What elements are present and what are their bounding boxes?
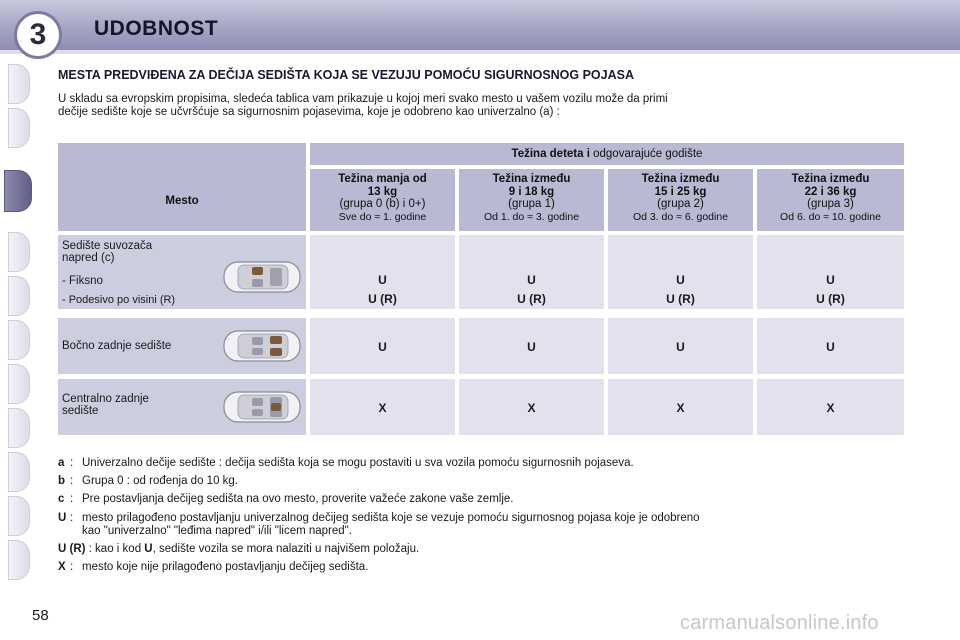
row-label: Bočno zadnje sedište: [62, 340, 172, 352]
chapter-tab-11[interactable]: [8, 540, 30, 580]
cell-value: X: [826, 401, 835, 415]
footnote-sep: :: [70, 493, 74, 505]
col-header-line: Težina između: [492, 173, 571, 185]
footnote-sep: :: [70, 457, 74, 469]
car-seat-diagram-rear-center-icon: [222, 389, 302, 425]
chapter-tabs: [0, 62, 34, 582]
footnote-text: mesto koje nije prilagođeno postavljanju dečijeg sedišta.: [82, 561, 369, 573]
cell-value: U: [527, 340, 536, 354]
footnote-key: U: [58, 512, 67, 524]
footnote-sep: :: [70, 561, 74, 573]
col-header-line: Od 6. do ≈ 10. godine: [780, 210, 881, 223]
footnote-text: Pre postavljanja dečijeg sedišta na ovo mesto, proverite važeće zakone vaše zemlje.: [82, 493, 514, 505]
footnote-key: a: [58, 457, 65, 469]
group-header-cell: [310, 143, 904, 165]
footnote-key: X: [58, 561, 66, 573]
footnote-b: [58, 475, 918, 488]
cell-rear-center-g3: [757, 379, 904, 435]
footnote-text: mesto prilagođeno postavljanju univerzalnog dečijeg sedišta koje se vezuje pomoću sigurnosnog pojasa koje je odobreno: [82, 512, 700, 524]
row-label: Sedište suvozača: [62, 240, 153, 252]
cell-rear-center-g1: [459, 379, 604, 435]
cell-value: U: [826, 273, 835, 287]
row-label: sedište: [62, 405, 99, 417]
column-header-group-3: [757, 169, 904, 231]
footnote-text: , sedište vozila se mora nalaziti u najvišem položaju.: [152, 543, 420, 555]
cell-rear-center-g0: [310, 379, 455, 435]
chapter-tab-10[interactable]: [8, 496, 30, 536]
footnote-sep: :: [70, 512, 74, 524]
chapter-tab-7[interactable]: [8, 364, 30, 404]
chapter-tab-3-active[interactable]: [4, 170, 32, 212]
col-header-line: (grupa 2): [657, 198, 704, 210]
cell-value: U: [378, 273, 387, 287]
car-seat-diagram-front-icon: [222, 259, 302, 295]
watermark: carmanualsonline.info: [680, 612, 879, 634]
footnote-a: [58, 457, 918, 470]
cell-value: X: [676, 401, 685, 415]
column-header-group-2: [608, 169, 753, 231]
child-seat-table: [58, 143, 904, 438]
col-header-line: 9 i 18 kg: [508, 185, 555, 198]
chapter-tab-6[interactable]: [8, 320, 30, 360]
col-header-line: (grupa 0 (b) i 0+): [339, 198, 426, 210]
cell-front-g2: [608, 235, 753, 309]
intro-paragraph: [58, 93, 904, 119]
header-divider: [0, 50, 960, 54]
footnote-u: [58, 512, 918, 537]
footnote-key: b: [58, 475, 66, 487]
cell-rear-side-g0: [310, 318, 455, 374]
footnote-key: U (R): [58, 543, 86, 555]
col-header-line: Sve do ≈ 1. godine: [338, 210, 427, 223]
intro-line-2: dečije sedište koje se učvršćuje sa sigurnosnim pojasevima, koje je odobreno kao univerzalno (a) :: [58, 106, 560, 118]
chapter-number: 3: [29, 18, 47, 51]
chapter-tab-4[interactable]: [8, 232, 30, 272]
chapter-tab-9[interactable]: [8, 452, 30, 492]
row-label: napred (c): [62, 252, 115, 264]
intro-line-1: U skladu sa evropskim propisima, sledeća tablica vam prikazuje u kojoj meri svako mesto u vašem vozilu može da primi: [58, 93, 668, 105]
col-header-line: (grupa 1): [508, 198, 555, 210]
footnote-x: [58, 561, 918, 574]
row-rear-side-label-cell: [58, 318, 306, 374]
page-number: 58: [32, 607, 49, 624]
footnote-text: Grupa 0 : od rođenja do 10 kg.: [82, 475, 238, 487]
footnote-inline-key: U: [144, 543, 153, 555]
group-header-rest: odgovarajuće godište: [593, 148, 703, 160]
col-header-line: Od 3. do ≈ 6. godine: [632, 210, 729, 223]
cell-value: U: [527, 273, 536, 287]
cell-value: U: [676, 273, 685, 287]
row-rear-center-label-cell: [58, 379, 306, 435]
col-header-line: 13 kg: [367, 185, 398, 198]
col-header-line: Težina između: [791, 173, 870, 185]
row-sublabel-fixed: - Fiksno: [62, 275, 103, 287]
footnote-c: [58, 493, 918, 506]
cell-rear-side-g1: [459, 318, 604, 374]
chapter-tab-1[interactable]: [8, 64, 30, 104]
section-title: MESTA PREDVIĐENA ZA DEČIJA SEDIŠTA KOJA SE VEZUJU POMOĆU SIGURNOSNOG POJASA: [58, 68, 635, 82]
col-header-line: Od 1. do ≈ 3. godine: [483, 210, 580, 223]
cell-rear-side-g3: [757, 318, 904, 374]
cell-value: U: [378, 340, 387, 354]
chapter-tab-2[interactable]: [8, 108, 30, 148]
row-front-passenger-label-cell: [58, 235, 306, 309]
chapter-title: UDOBNOST: [94, 17, 219, 40]
col-header-line: Težina manja od: [338, 173, 427, 185]
row-label: Centralno zadnje: [62, 393, 149, 405]
car-seat-diagram-rear-side-icon: [222, 328, 302, 364]
cell-value: U (R): [666, 292, 695, 306]
col-header-line: 15 i 25 kg: [654, 185, 707, 198]
footnote-sep: :: [70, 475, 74, 487]
cell-rear-side-g2: [608, 318, 753, 374]
group-header-bold: Težina deteta i: [511, 148, 590, 160]
place-header-cell: [58, 143, 306, 231]
col-header-line: (grupa 3): [807, 198, 854, 210]
cell-front-g3: [757, 235, 904, 309]
col-header-line: 22 i 36 kg: [804, 185, 857, 198]
cell-value: U (R): [517, 292, 546, 306]
footnote-ur: [58, 543, 918, 556]
footnote-text: Univerzalno dečije sedište : dečija sedišta koja se mogu postaviti u sva vozila pomoću sigurnosnih pojaseva.: [82, 457, 634, 469]
cell-front-g0: [310, 235, 455, 309]
col-header-line: Težina između: [641, 173, 720, 185]
cell-value: U (R): [816, 292, 845, 306]
footnote-text: : kao i kod: [88, 543, 142, 555]
chapter-number-badge: [14, 11, 62, 59]
column-header-group-0: [310, 169, 455, 231]
row-sublabel-adjustable: - Podesivo po visini (R): [62, 294, 176, 306]
cell-value: U (R): [368, 292, 397, 306]
cell-front-g1: [459, 235, 604, 309]
cell-value: U: [676, 340, 685, 354]
chapter-tab-8[interactable]: [8, 408, 30, 448]
cell-value: X: [378, 401, 387, 415]
cell-value: U: [826, 340, 835, 354]
footnote-key: c: [58, 493, 65, 505]
cell-rear-center-g2: [608, 379, 753, 435]
column-header-group-1: [459, 169, 604, 231]
cell-value: X: [527, 401, 536, 415]
chapter-tab-5[interactable]: [8, 276, 30, 316]
place-header: Mesto: [165, 195, 199, 207]
footnote-text-continued: kao "univerzalno" "leđima napred" i/ili "licem napred".: [82, 525, 352, 537]
